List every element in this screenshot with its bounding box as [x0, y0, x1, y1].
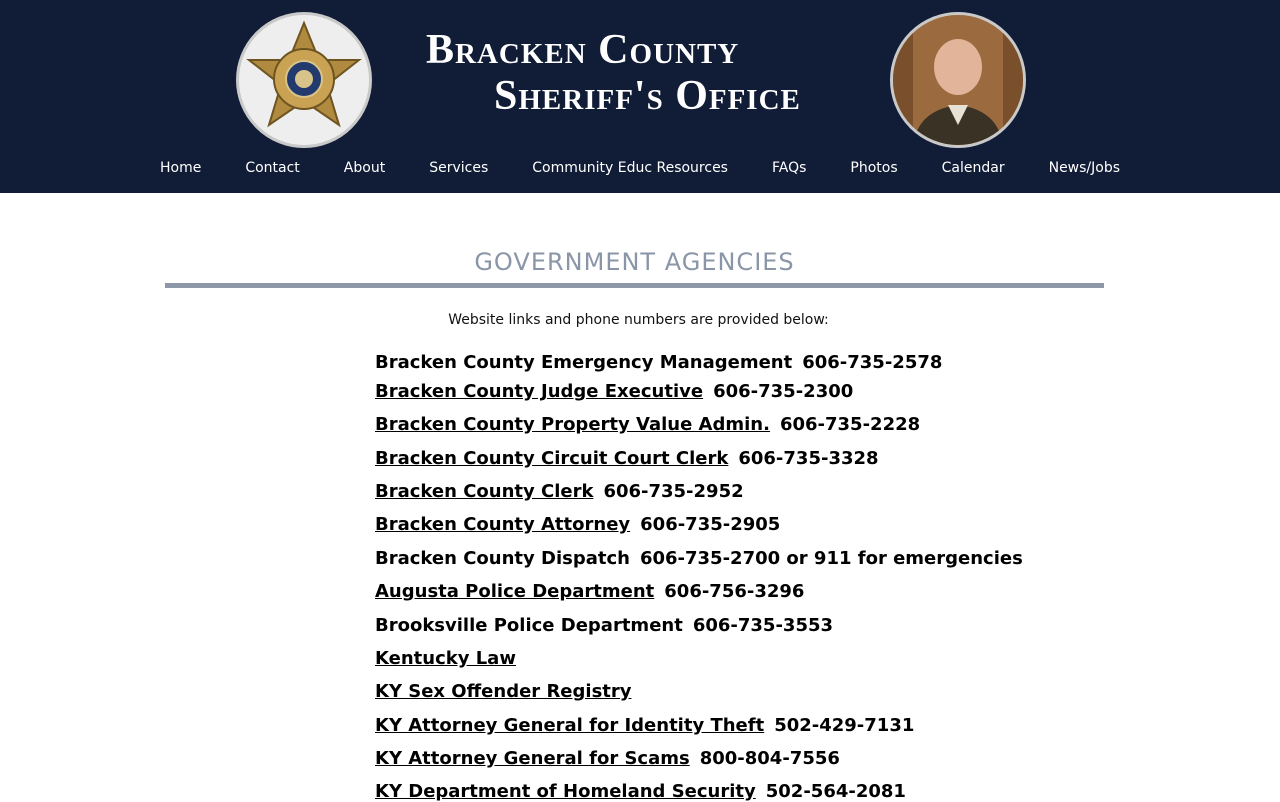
nav-photos[interactable]: Photos [850, 160, 898, 176]
site-title-line1: Bracken County [426, 27, 740, 73]
agency-phone: 606-735-2300 [713, 381, 854, 402]
agency-phone: 606-735-3553 [692, 615, 834, 636]
nav-about[interactable]: About [343, 160, 386, 176]
agency-phone: 606-735-2700 or 911 for emergencies [639, 548, 1023, 569]
nav-calendar[interactable]: Calendar [941, 160, 1005, 176]
agency-link[interactable]: KY Attorney General for Identity Theft [375, 715, 765, 736]
agency-phone: 800-804-7556 [699, 748, 840, 769]
agency-link[interactable]: Bracken County Circuit Court Clerk [375, 448, 729, 469]
agency-link[interactable]: Bracken County Judge Executive [375, 381, 704, 402]
agency-phone: 502-429-7131 [774, 715, 915, 736]
nav-news-jobs[interactable]: News/Jobs [1048, 160, 1121, 176]
agency-item [375, 414, 920, 435]
agency-link[interactable]: KY Sex Offender Registry [375, 681, 632, 702]
agency-link[interactable]: Bracken County Property Value Admin. [375, 414, 770, 435]
sheriff-portrait [890, 12, 1026, 148]
agency-name: Bracken County Emergency Management [375, 352, 793, 373]
nav-services[interactable]: Services [429, 160, 489, 176]
agency-phone: 606-735-2578 [802, 352, 943, 373]
agency-phone: 606-735-2228 [779, 414, 921, 435]
agency-link[interactable]: Bracken County Clerk [375, 481, 594, 502]
agency-link[interactable]: Kentucky Law [375, 648, 516, 669]
main-nav [0, 156, 1280, 180]
site-header [0, 0, 1280, 193]
agency-item [375, 648, 516, 669]
nav-contact[interactable]: Contact [245, 160, 300, 176]
agency-phone: 606-735-3328 [738, 448, 879, 469]
agency-item [375, 681, 632, 702]
agency-item [375, 481, 744, 502]
agency-item [375, 581, 804, 602]
agency-item [375, 514, 780, 535]
agency-item [375, 748, 840, 769]
agency-link[interactable]: KY Attorney General for Scams [375, 748, 690, 769]
agency-item [375, 352, 942, 373]
agency-link[interactable]: KY Department of Homeland Security [375, 781, 756, 802]
agency-item [375, 781, 906, 802]
agency-item [375, 448, 879, 469]
agency-phone: 606-756-3296 [664, 581, 805, 602]
agency-phone: 606-735-2952 [603, 481, 744, 502]
agency-item [375, 615, 833, 636]
nav-home[interactable]: Home [159, 160, 202, 176]
agency-item [375, 381, 853, 402]
site-title-line2: Sheriff's Office [494, 73, 801, 119]
agency-name: Brooksville Police Department [375, 615, 683, 636]
agency-phone: 606-735-2905 [640, 514, 781, 535]
agency-link[interactable]: Augusta Police Department [375, 581, 655, 602]
agency-phone: 502-564-2081 [765, 781, 906, 802]
nav-community-educ-resources[interactable]: Community Educ Resources [532, 160, 728, 176]
page-title: GOVERNMENT AGENCIES [474, 248, 795, 276]
heading-divider [165, 283, 1104, 288]
intro-text: Website links and phone numbers are provided below: [448, 312, 829, 328]
badge-star-icon [239, 15, 369, 145]
portrait-icon [893, 15, 1023, 145]
agency-item [375, 715, 914, 736]
agency-name: Bracken County Dispatch [375, 548, 630, 569]
agency-item [375, 548, 1023, 569]
sheriff-badge-logo[interactable] [236, 12, 372, 148]
agency-link[interactable]: Bracken County Attorney [375, 514, 631, 535]
nav-faqs[interactable]: FAQs [771, 160, 807, 176]
